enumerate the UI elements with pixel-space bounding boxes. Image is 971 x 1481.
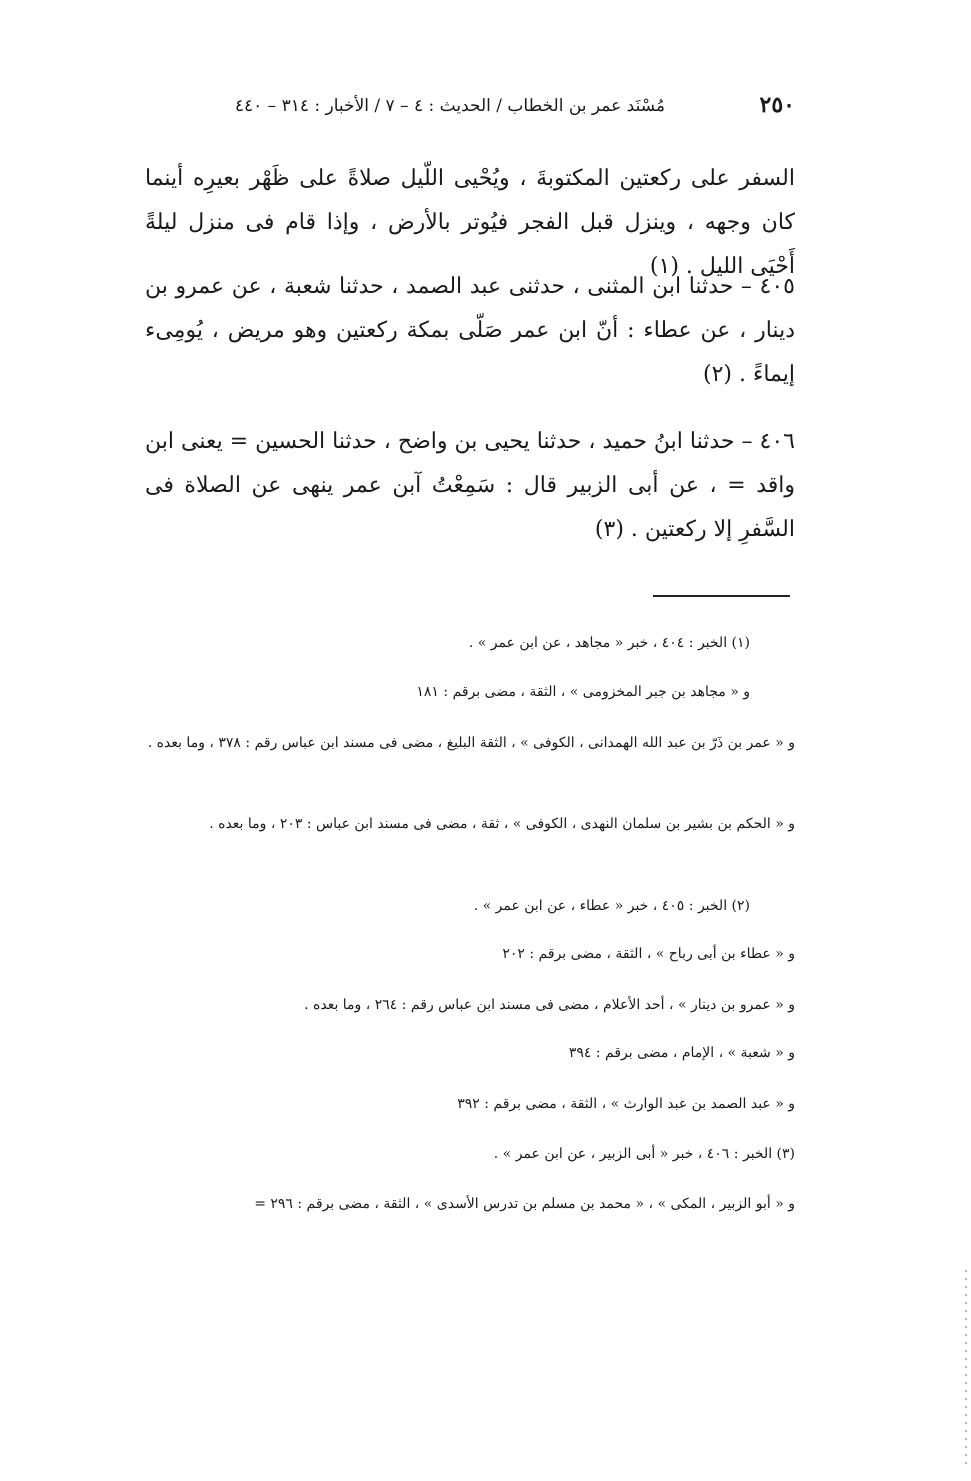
footnote-line: (٢) الخبر : ٤٠٥ ، خبر « عطاء ، عن ابن عمر » . — [473, 898, 750, 914]
footnote-line: و « عمرو بن دينار » ، أحد الأعلام ، مضى فى مسند ابن عباس رقم : ٢٦٤ ، وما بعده . — [304, 997, 795, 1013]
page-number: ٢٥٠ — [759, 92, 795, 118]
hadith-406 — [145, 420, 795, 552]
footnote-line: و « الحكم بن بشير بن سلمان النهدى ، الكوفى » ، ثقة ، مضى فى مسند ابن عباس : ٢٠٣ ، وما بعده . — [209, 816, 795, 832]
footnote-line: و « شعبة » ، الإمام ، مضى برقم : ٣٩٤ — [568, 1045, 795, 1061]
footnote-separator — [653, 595, 790, 597]
footnote-line: (٣) الخبر : ٤٠٦ ، خبر « أبى الزبير ، عن ابن عمر » . — [493, 1146, 795, 1162]
scan-edge-mark — [965, 1270, 967, 1470]
footnote-line: و « عمر بن ذَرّ بن عبد الله الهمدانى ، الكوفى » ، الثقة البليغ ، مضى فى مسند ابن عباس رقم : ٣٧٨ ، وما بعده . — [147, 735, 795, 751]
running-head: مُسْنَد عمر بن الخطاب / الحديث : ٤ – ٧ / الأخبار : ٣١٤ – ٤٤٠ — [234, 96, 665, 116]
footnote-line: و « مجاهد بن جبر المخزومى » ، الثقة ، مضى برقم : ١٨١ — [416, 684, 750, 700]
hadith-405 — [145, 265, 795, 397]
footnote-line: و « أبو الزبير ، المكى » ، « محمد بن مسلم بن تدرس الأسدى » ، الثقة ، مضى برقم : ٢٩٦ = — [254, 1196, 795, 1212]
footnote-line: و « عبد الصمد بن عبد الوارث » ، الثقة ، مضى برقم : ٣٩٢ — [457, 1096, 795, 1112]
paragraph-text: ٤٠٥ – حدثنا ابن المثنى ، حدثنى عبد الصمد ، حدثنا شعبة ، عن عمرو بن دينار ، عن عطاء : أنّ ابن عمر صَلّى بمكة ركعتين وهو مريض ، يُومِىء إيماءً . (٢) — [145, 274, 795, 387]
page-header — [215, 92, 795, 122]
paragraph-text: ٤٠٦ – حدثنا ابنُ حميد ، حدثنا يحيى بن واضح ، حدثنا الحسين = يعنى ابن واقد = ، عن أبى الزبير قال : سَمِعْتُ آبن عمر ينهى عن الصلاة فى السَّفرِ إلا ركعتين . (٣) — [145, 429, 795, 542]
footnote-line: و « عطاء بن أبى رباح » ، الثقة ، مضى برقم : ٢٠٢ — [502, 946, 795, 962]
footnote-line: (١) الخبر : ٤٠٤ ، خبر « مجاهد ، عن ابن عمر » . — [468, 635, 750, 651]
paragraph-text: السفر على ركعتين المكتوبةَ ، ويُحْيى اللّيل صلاةً على ظَهْر بعيرِه أينما كان وجهه ، وينزل قبل الفجر فيُوتر بالأرض ، وإذا قام فى منزل ليلةً أَحْيَى الليل . (١) — [145, 166, 795, 279]
